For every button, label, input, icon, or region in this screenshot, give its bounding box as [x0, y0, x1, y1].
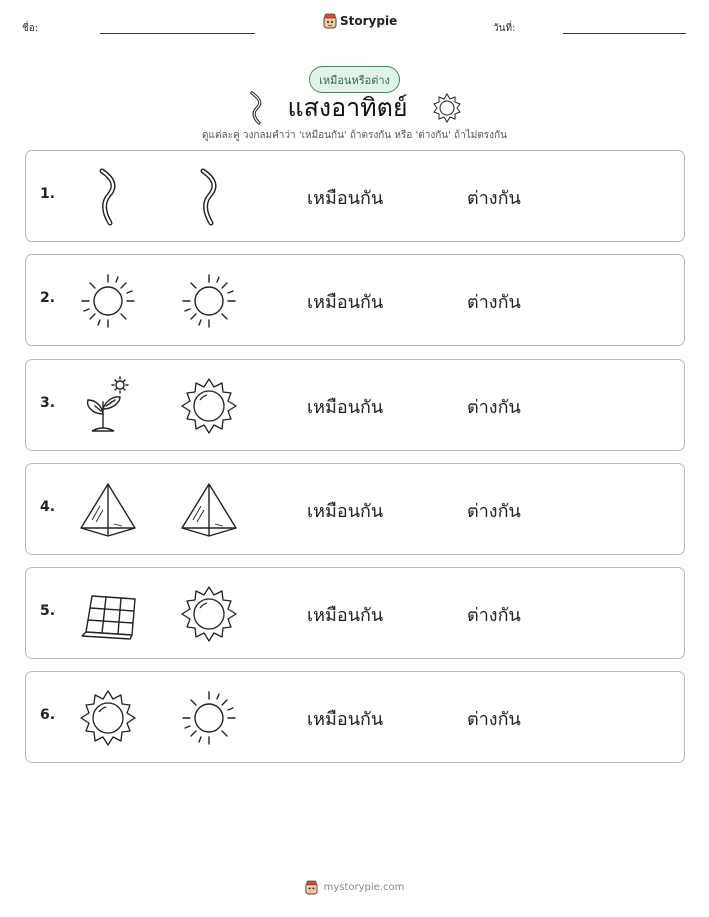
light-ray-icon: [179, 167, 239, 227]
question-number: 4.: [40, 499, 56, 515]
different-option[interactable]: ต่างกัน: [467, 397, 521, 418]
date-field[interactable]: [563, 33, 686, 34]
sunflower-sun-icon: [179, 584, 239, 644]
light-ray-icon: [248, 91, 264, 125]
solar-panel-icon: [78, 584, 138, 644]
sun-icon: [179, 688, 239, 748]
storypie-mascot-icon: [323, 13, 337, 29]
different-option[interactable]: ต่างกัน: [467, 292, 521, 313]
prism-icon: [78, 480, 138, 540]
same-option[interactable]: เหมือนกัน: [307, 292, 384, 313]
question-number: 2.: [40, 290, 56, 306]
different-option[interactable]: ต่างกัน: [467, 709, 521, 730]
brand-name: Storypie: [340, 14, 398, 28]
worksheet-title: แสงอาทิตย์: [287, 93, 408, 122]
footer: [0, 880, 709, 895]
same-option[interactable]: เหมือนกัน: [307, 501, 384, 522]
instructions: ดูแต่ละคู่ วงกลมคำว่า 'เหมือนกัน' ถ้าตรงกัน หรือ 'ต่างกัน' ถ้าไม่ตรงกัน: [202, 130, 507, 141]
question-row-1: [25, 150, 685, 242]
question-number: 5.: [40, 603, 56, 619]
sunflower-sun-icon: [179, 376, 239, 436]
plant-sun-icon: [78, 376, 138, 436]
different-option[interactable]: ต่างกัน: [467, 188, 521, 209]
prism-icon: [179, 480, 239, 540]
sun-icon: [179, 271, 239, 331]
light-ray-icon: [78, 167, 138, 227]
brand-logo: [323, 13, 397, 29]
worksheet-badge: เหมือนหรือต่าง: [309, 66, 400, 93]
question-number: 1.: [40, 186, 56, 202]
different-option[interactable]: ต่างกัน: [467, 605, 521, 626]
question-row-2: [25, 254, 685, 346]
question-row-6: [25, 671, 685, 763]
title-row: [0, 88, 709, 128]
same-option[interactable]: เหมือนกัน: [307, 188, 384, 209]
date-label: วันที่:: [493, 23, 516, 34]
same-option[interactable]: เหมือนกัน: [307, 397, 384, 418]
different-option[interactable]: ต่างกัน: [467, 501, 521, 522]
same-option[interactable]: เหมือนกัน: [307, 709, 384, 730]
question-row-4: [25, 463, 685, 555]
question-row-5: [25, 567, 685, 659]
sun-icon: [78, 271, 138, 331]
footer-site[interactable]: mystorypie.com: [323, 882, 405, 893]
question-number: 6.: [40, 707, 56, 723]
sun-icon: [432, 93, 462, 123]
question-number: 3.: [40, 395, 56, 411]
storypie-mascot-icon: [305, 880, 318, 895]
same-option[interactable]: เหมือนกัน: [307, 605, 384, 626]
name-field[interactable]: [100, 33, 255, 34]
name-label: ชื่อ:: [22, 23, 39, 34]
question-row-3: [25, 359, 685, 451]
sunflower-sun-icon: [78, 688, 138, 748]
